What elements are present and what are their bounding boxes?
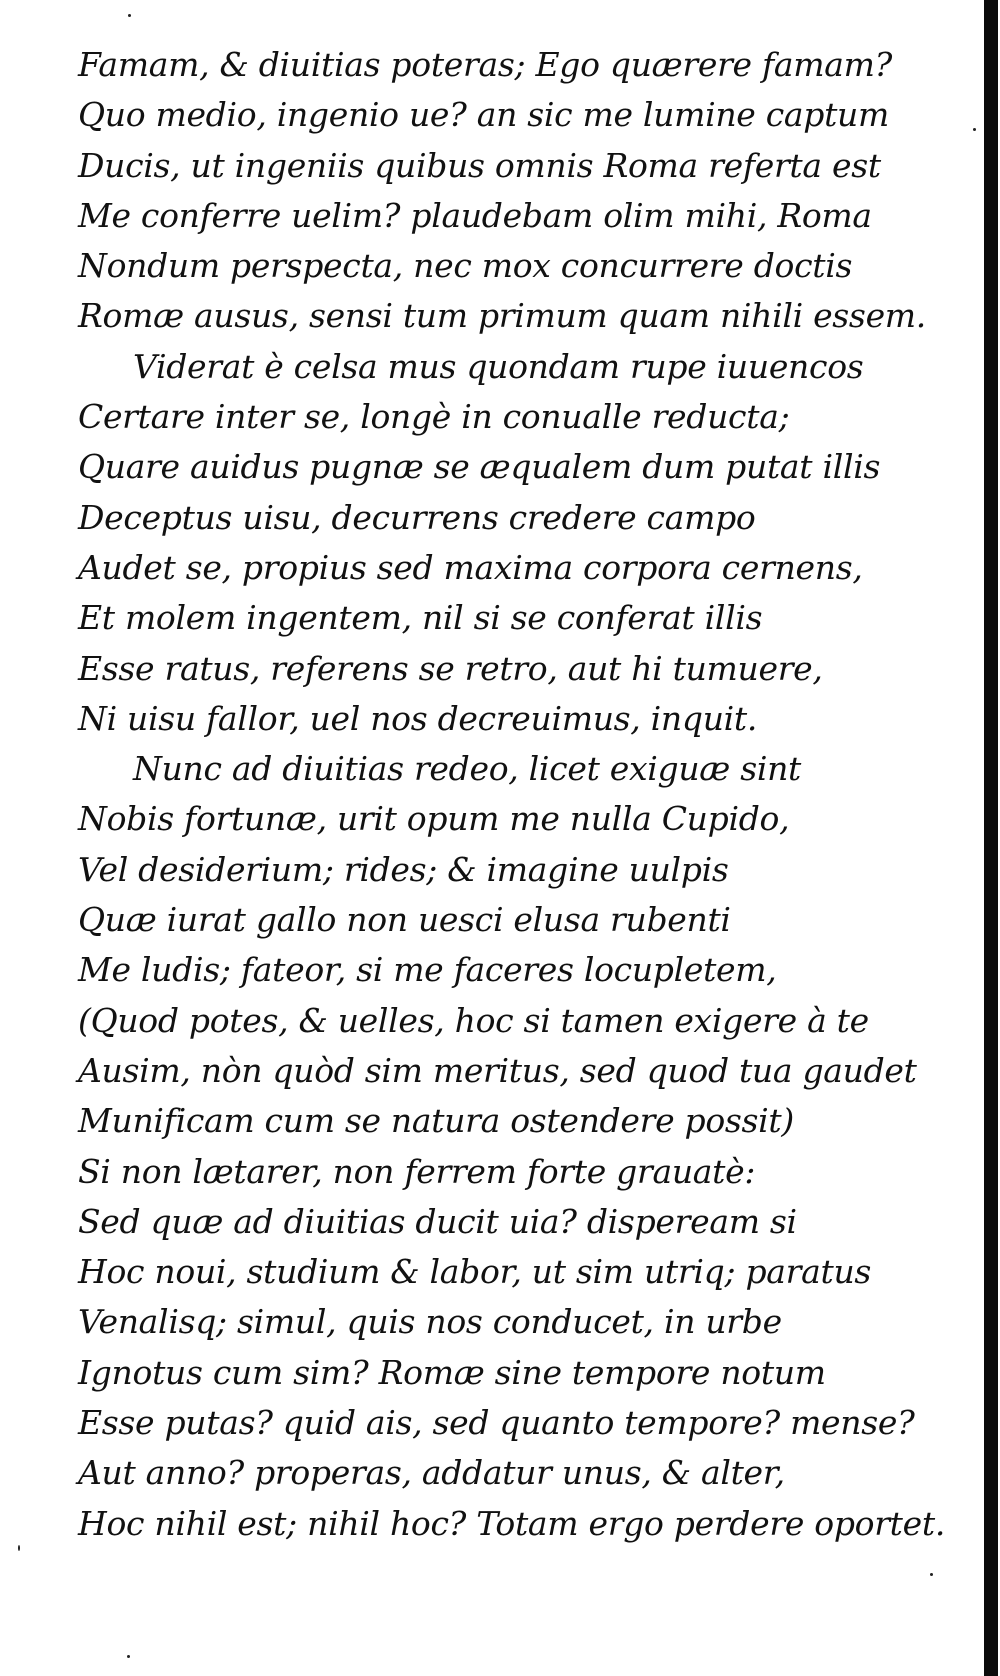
verse-line: Esse putas? quid ais, sed quanto tempore? mense? bbox=[78, 1403, 915, 1443]
print-speck bbox=[128, 14, 131, 17]
verse-line: Aut anno? properas, addatur unus, & alter, bbox=[78, 1453, 785, 1493]
verse-line-paragraph-start: Viderat è celsa mus quondam rupe iuuencos bbox=[133, 346, 864, 386]
verse-line: Ducis, ut ingeniis quibus omnis Roma referta est bbox=[78, 145, 881, 185]
verse-line: Quæ iurat gallo non uesci elusa rubenti bbox=[78, 900, 731, 940]
verse-line: Et molem ingentem, nil si se conferat illis bbox=[78, 598, 763, 638]
verse-line: Hoc nihil est; nihil hoc? Totam ergo perdere oportet. bbox=[78, 1503, 946, 1543]
verse-line: Esse ratus, referens se retro, aut hi tumuere, bbox=[78, 648, 823, 688]
verse-line: Quare auidus pugnæ se æqualem dum putat illis bbox=[78, 447, 881, 487]
verse-line: Nobis fortunæ, urit opum me nulla Cupido, bbox=[78, 799, 790, 839]
verse-line: Venalisq; simul, quis nos conducet, in urbe bbox=[78, 1302, 782, 1342]
print-speck bbox=[127, 1655, 130, 1658]
verse-line: Me conferre uelim? plaudebam olim mihi, Roma bbox=[78, 195, 872, 235]
latin-verse-text bbox=[78, 40, 978, 1549]
verse-line: Quo medio, ingenio ue? an sic me lumine captum bbox=[78, 95, 890, 135]
verse-line: Romæ ausus, sensi tum primum quam nihili essem. bbox=[78, 296, 926, 336]
verse-line-paragraph-start: Nunc ad diuitias redeo, licet exiguæ sint bbox=[133, 749, 802, 789]
print-speck bbox=[930, 1573, 933, 1576]
verse-line: (Quod potes, & uelles, hoc si tamen exigere à te bbox=[78, 1000, 869, 1040]
verse-line: Certare inter se, longè in conualle reducta; bbox=[78, 397, 790, 437]
verse-line: Vel desiderium; rides; & imagine uulpis bbox=[78, 849, 729, 889]
verse-line: Hoc noui, studium & labor, ut sim utriq; paratus bbox=[78, 1252, 872, 1292]
verse-line: Audet se, propius sed maxima corpora cernens, bbox=[78, 547, 863, 587]
verse-line: Nondum perspecta, nec mox concurrere doctis bbox=[78, 246, 853, 286]
print-speck bbox=[973, 128, 976, 131]
verse-line: Me ludis; fateor, si me faceres locupletem, bbox=[78, 950, 777, 990]
verse-line: Famam, & diuitias poteras; Ego quærere famam? bbox=[78, 45, 893, 84]
verse-line: Munificam cum se natura ostendere possit) bbox=[78, 1101, 794, 1141]
verse-line: Ignotus cum sim? Romæ sine tempore notum bbox=[78, 1352, 826, 1392]
verse-line: Ni uisu fallor, uel nos decreuimus, inquit. bbox=[78, 698, 758, 738]
verse-line: Ausim, nòn quòd sim meritus, sed quod tua gaudet bbox=[78, 1050, 917, 1090]
verse-line: Deceptus uisu, decurrens credere campo bbox=[78, 497, 756, 537]
verse-line: Sed quæ ad diuitias ducit uia? dispeream si bbox=[78, 1201, 797, 1241]
print-speck bbox=[18, 1545, 20, 1551]
page-edge-shadow bbox=[984, 0, 998, 1676]
verse-line: Si non lætarer, non ferrem forte grauatè: bbox=[78, 1151, 756, 1191]
